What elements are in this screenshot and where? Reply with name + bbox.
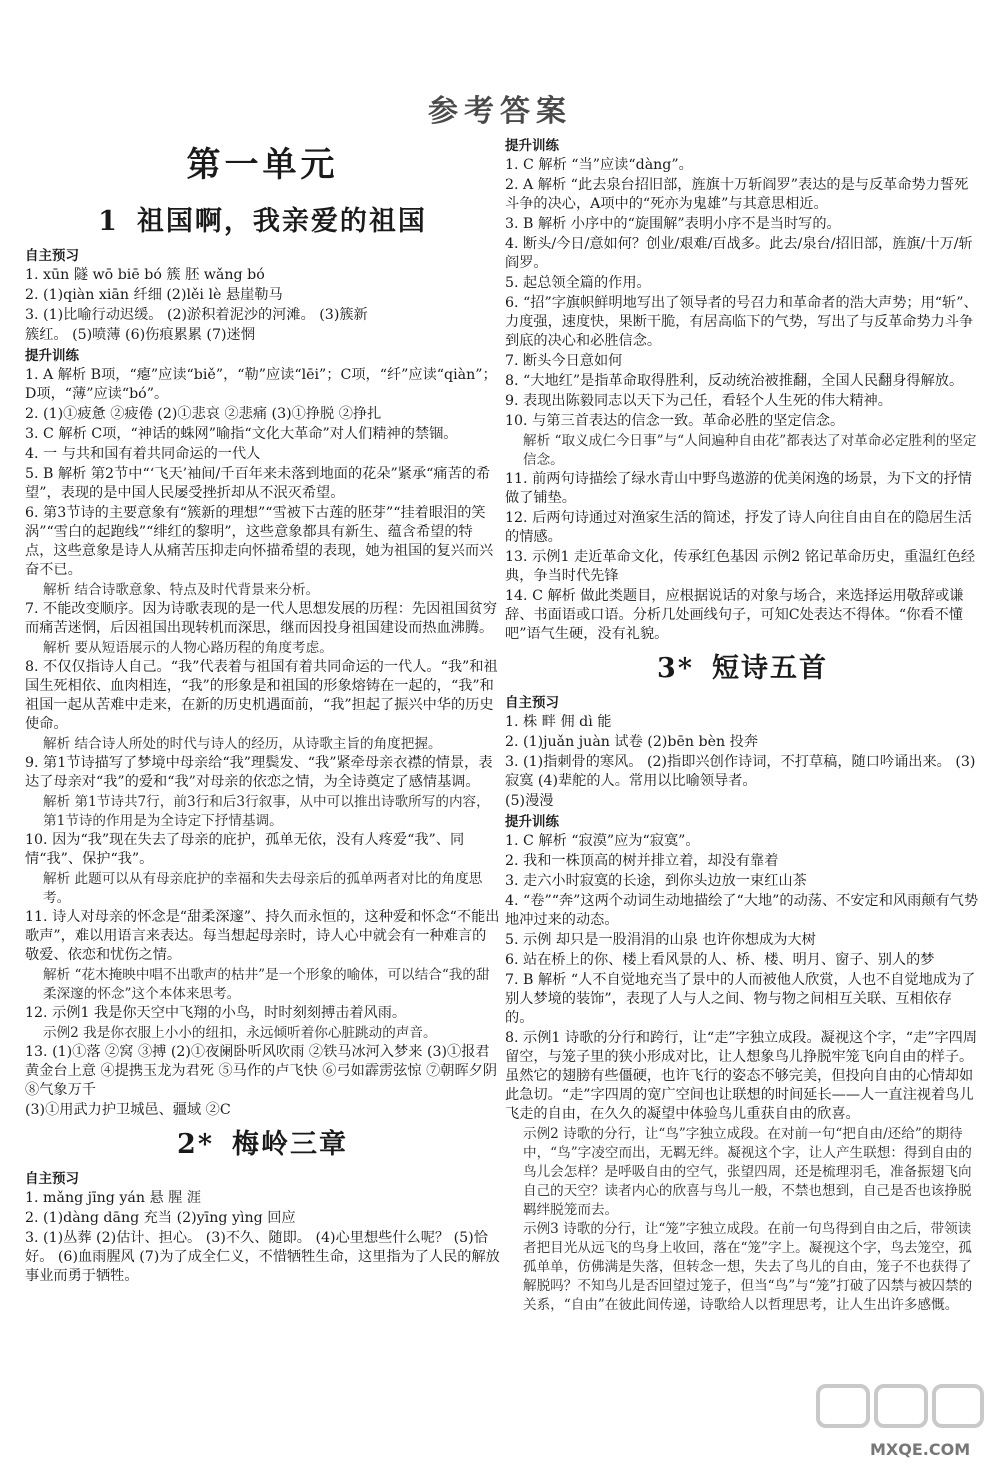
answer-item: 4. 断头/今日/意如何？创业/艰难/百战多。此去/泉台/招旧部，旌旗/十万/斩阎罗。	[505, 236, 973, 271]
answer-item: 3. B 解析 小序中的“旋围解”表明小序不是当时写的。	[505, 216, 841, 232]
lesson1-preview	[25, 266, 500, 345]
lesson-number: 2*	[177, 1129, 214, 1160]
answer-item: 1. C 解析 “寂漠”应为“寂寞”。	[505, 833, 700, 849]
lesson-name: 短诗五首	[711, 653, 828, 684]
answer-analysis: 解析 “花木掩映中唱不出歌声的枯井”是一个形象的喻体，可以结合“我的甜柔深邃的怀念”这个本体来思考。	[43, 967, 490, 1002]
lesson3-preview	[505, 713, 980, 811]
answer-item: 6. 第3节诗的主要意象有“簇新的理想”“雪被下古莲的胚芽”“挂着眼泪的笑涡”“雪白的起跑线”“绯红的黎明”，这些意象都具有新生、蕴含希望的特点，这些意象是诗人从痛苦压抑走向怀描希望的表现，她为祖国的复兴而兴奋不已。	[25, 505, 494, 578]
section-heading: 提升训练	[25, 348, 79, 364]
answer-item: 9. 第1节诗描写了梦境中母亲给“我”理鬓发、“我”紧牵母亲衣襟的情景，表达了母亲对“我”的爱和“我”对母亲的依恋之情，为全诗奠定了感情基调。	[25, 755, 493, 790]
answer-item: 6. “招”字旗帜鲜明地写出了领导者的号召力和革命者的浩大声势；用“斩”、力度强，速度快，果断干脆，有居高临下的气势，写出了与反革命势力斗争到底的决心和必胜信念。	[505, 295, 978, 349]
answer-item: 1. A 解析 B项，“瘪”应读“biě”，“勒”应读“lēi”；C项，“纤”应读“qiàn”；D项，“薄”应读“bó”。	[25, 367, 497, 402]
section-heading: 自主预习	[25, 1171, 79, 1187]
answer-item: 12. 后两句诗通过对渔家生活的简述，抒发了诗人向往自由自在的隐居生活的情感。	[505, 510, 972, 545]
answer-item: 2. (1)juǎn juàn 试卷 (2)bēn bèn 投奔	[505, 734, 759, 750]
answer-analysis: 解析 “取义成仁今日事”与“人间遍种自由花”都表达了对革命必定胜利的坚定信念。	[523, 433, 977, 468]
lesson-number: 3*	[657, 653, 694, 684]
answer-item: 11. 诗人对母亲的怀念是“甜柔深邃”、持久而永恒的，这种爱和怀念“不能出歌声”，难以用语言来表达。每当想起母亲时，诗人心中就会有一种难言的敬爱、依恋和忧伤之情。	[25, 909, 500, 963]
answer-item: 3. C 解析 C项，“神话的蛛网”喻指“文化大革命”对人们精神的禁锢。	[25, 426, 458, 442]
answer-item: 3. (1)丛葬 (2)估计、担心。 (3)不久、随即。 (4)心里想些什么呢？ (5)恰好。 (6)血雨腥风 (7)为了成全仁义，不惜牺牲生命，这里指为了人民的解放事业而勇于牺牲。	[25, 1230, 500, 1284]
watermark-text: MXQE.COM	[870, 1440, 971, 1459]
answer-item: 4. “卷”“奔”这两个动词生动地描绘了“大地”的动荡、不安定和风雨颠有气势地冲过来的动态。	[505, 893, 979, 928]
answer-item: 11. 前两句诗描绘了绿水青山中野鸟遨游的优美闲逸的场景，为下文的抒情做了铺垫。	[505, 471, 972, 506]
answer-analysis: 解析 结合诗歌意象、特点及时代背景来分析。	[43, 582, 320, 598]
answer-item: 5. B 解析 第2节中“‘飞天’袖间/千百年来未落到地面的花朵”紧承“痛苦的希望”，表现的是中国人民屡受挫折却从不泯灭希望。	[25, 466, 491, 501]
answer-item: 2. (1)dàng dāng 充当 (2)yīng yìng 回应	[25, 1210, 296, 1226]
answer-item: 7. 断头今日意如何	[505, 353, 623, 369]
answer-item: 13. (1)①落 ②窝 ③搏 (2)①夜阑卧听风吹雨 ②铁马冰河入梦来 (3)①报君黄金台上意 ④提携玉龙为君死 ⑤马作的卢飞快 ⑥弓如霹雳弦惊 ⑦朝晖夕阴 ⑧气象万千	[25, 1044, 498, 1098]
answer-item: 14. C 解析 做此类题目，应根据说话的对象与场合，来选择运用敬辞或谦辞、书面语或口语。分析几处画线句子，可知C处表达不得体。“你看不懂吧”语气生硬，没有礼貌。	[505, 588, 964, 642]
answer-analysis: 示例2 诗歌的分行，让“鸟”字独立成段。在对前一句“把自由/还给”的期待中，“鸟”字凌空而出，无羁无绊。凝视这个字，让人产生联想：得到自由的鸟儿会怎样？是呼吸自由的空气，张望四周，还是梳理羽毛，准备振翅飞向自己的天空？读者内心的欣喜与鸟儿一般，不禁也想到，自己是否也该挣脱羁绊脱笼而去。	[523, 1126, 972, 1218]
answer-item: 4. 一 与共和国有着共同命运的一代人	[25, 446, 261, 462]
answer-item: 2. (1)qiàn xiān 纤细 (2)lěi lè 悬崖勒马	[25, 287, 283, 303]
answer-analysis: 解析 此题可以从有母亲庇护的幸福和失去母亲后的孤单两者对比的角度思考。	[43, 871, 483, 906]
lesson-name: 祖国啊，我亲爱的祖国	[136, 206, 427, 237]
answer-item: 2. 我和一株顶高的树并排立着，却没有靠着	[505, 853, 779, 869]
answer-item: (3)①用武力护卫城邑、疆域 ②C	[25, 1102, 231, 1118]
answer-item: 5. 起总领全篇的作用。	[505, 275, 651, 291]
section-heading: 提升训练	[505, 138, 559, 154]
answer-item: 8. 示例1 诗歌的分行和跨行，让“走”字独立成段。凝视这个字，“走”字四周留空，与笼子里的狭小形成对比，让人想象鸟儿挣脱牢笼飞向自由的样子。虽然它的翅膀有些僵硬，也许飞行的姿态不够完美，但投向自由的心情却如此急切。“走”字四周的宽广空间也让联想的时间延长——人一直注视着鸟儿飞走的自由，在久久的凝望中体验鸟儿重获自由的欣喜。	[505, 1030, 978, 1122]
lesson-number: 1	[98, 206, 119, 237]
lesson-title-1	[25, 203, 500, 241]
lesson-title-3	[505, 650, 980, 688]
answer-item: 1. xūn 隧 wō biē bó 簇 胚 wǎng bó	[25, 267, 265, 283]
right-column	[505, 135, 980, 1315]
page-title: 参考答案	[428, 94, 572, 129]
answer-item: 6. 站在桥上的你、楼上看风景的人、桥、楼、明月、窗子、别人的梦	[505, 952, 935, 968]
left-column	[25, 135, 500, 1287]
answer-item: 3. 走六小时寂寞的长途，到你头边放一束红山茶	[505, 873, 807, 889]
section-heading: 自主预习	[25, 248, 79, 264]
answer-item: 簇红。 (5)喷薄 (6)伤痕累累 (7)迷惘	[25, 327, 255, 343]
lesson3-training	[505, 832, 980, 1315]
lesson1-training	[25, 366, 500, 1120]
lesson-name: 梅岭三章	[231, 1129, 348, 1160]
answer-item: 9. 表现出陈毅同志以天下为己任，看轻个人生死的伟大精神。	[505, 393, 892, 409]
answer-item: 10. 与第三首表达的信念一致。革命必胜的坚定信念。	[505, 413, 845, 429]
section-heading: 自主预习	[505, 695, 559, 711]
section-heading: 提升训练	[505, 814, 559, 830]
answer-item: 2. (1)①疲惫 ②疲倦 (2)①悲哀 ②悲痛 (3)①挣脱 ②挣扎	[25, 406, 382, 422]
answer-item: 8. 不仅仅指诗人自己。“我”代表着与祖国有着共同命运的一代人。“我”和祖国生死相依、血肉相连，“我”的形象是和祖国的形象熔铸在一起的，“我”和祖国一起从苦难中走来，在新的历史机遇面前，“我”担起了振兴中华的历史使命。	[25, 659, 498, 732]
answer-item: 1. C 解析 “当”应读“dàng”。	[505, 157, 693, 173]
answer-analysis: 示例2 我是你衣服上小小的纽扣，永远倾听着你心脏跳动的声音。	[43, 1025, 437, 1041]
answer-item: 3. (1)比喻行动迟缓。 (2)淤积着泥沙的河滩。 (3)簇新	[25, 307, 368, 323]
lesson-title-2	[25, 1126, 500, 1164]
answer-analysis: 示例3 诗歌的分行，让“笼”字独立成段。在前一句鸟得到自由之后，带领读者把目光从远飞的鸟身上收回，落在“笼”字上。凝视这个字，鸟去笼空，孤孤单单，仿佛满是失落，但转念一想，失去了鸟儿的自由，笼子不也获得了解脱吗？不知鸟儿是否回望过笼子，但当“鸟”与“笼”打破了囚禁与被囚禁的关系，“自由”在彼此间传递，诗歌给人以哲理思考，让人生出许多感慨。	[523, 1221, 973, 1313]
answer-analysis: 解析 结合诗人所处的时代与诗人的经历，从诗歌主旨的角度把握。	[43, 736, 442, 752]
answer-item: 12. 示例1 我是你天空中飞翔的小鸟，时时刻刻搏击着风雨。	[25, 1005, 407, 1021]
answer-item: 13. 示例1 走近革命文化，传承红色基因 示例2 铭记革命历史，重温红色经典，争当时代先锋	[505, 549, 976, 584]
answer-item: 7. 不能改变顺序。因为诗歌表现的是一代人思想发展的历程：先因祖国贫穷而痛苦迷惘，后因祖国出现转机而深思，继而因投身祖国建设而热血沸腾。	[25, 601, 498, 636]
answer-item: 1. mǎng jīng yán 悬 腥 涯	[25, 1190, 202, 1206]
lesson2-training	[505, 156, 980, 644]
answer-analysis: 解析 要从短语展示的人物心路历程的角度考虑。	[43, 640, 333, 656]
answer-item: 8. “大地红”是指革命取得胜利，反动统治被推翻，全国人民翻身得解放。	[505, 373, 964, 389]
answer-item: 1. 株 畔 佣 dì 能	[505, 714, 612, 730]
answer-item: 3. (1)指刺骨的寒风。 (2)指即兴创作诗词，不打草稿，随口吟诵出来。 (3)寂寞 (4)辈舵的人。常用以比喻领导者。	[505, 754, 976, 789]
answer-analysis: 解析 第1节诗共7行，前3行和后3行叙事，从中可以推出诗歌所写的内容，第1节诗的作用是为全诗定下抒情基调。	[43, 794, 490, 829]
unit-title: 第一单元	[186, 145, 339, 185]
answer-item: 10. 因为“我”现在失去了母亲的庇护，孤单无依，没有人疼爱“我”、同情“我”、保护“我”。	[25, 832, 465, 867]
answer-item: 7. B 解析 “人不自觉地充当了景中的人而被他人欣赏，人也不自觉地成为了别人梦境的装饰”，表现了人与人之间、物与物之间相互关联、互相依存的。	[505, 972, 976, 1026]
answer-item: 5. 示例 却只是一股涓涓的山泉 也许你想成为大树	[505, 932, 816, 948]
answer-item: 2. A 解析 “此去泉台招旧部，旌旗十万斩阎罗”表达的是与反革命势力誓死斗争的决心，A项中的“死亦为鬼雄”与其意思相近。	[505, 177, 969, 212]
answer-item: (5)漫漫	[505, 793, 554, 809]
lesson2-preview	[25, 1189, 500, 1286]
